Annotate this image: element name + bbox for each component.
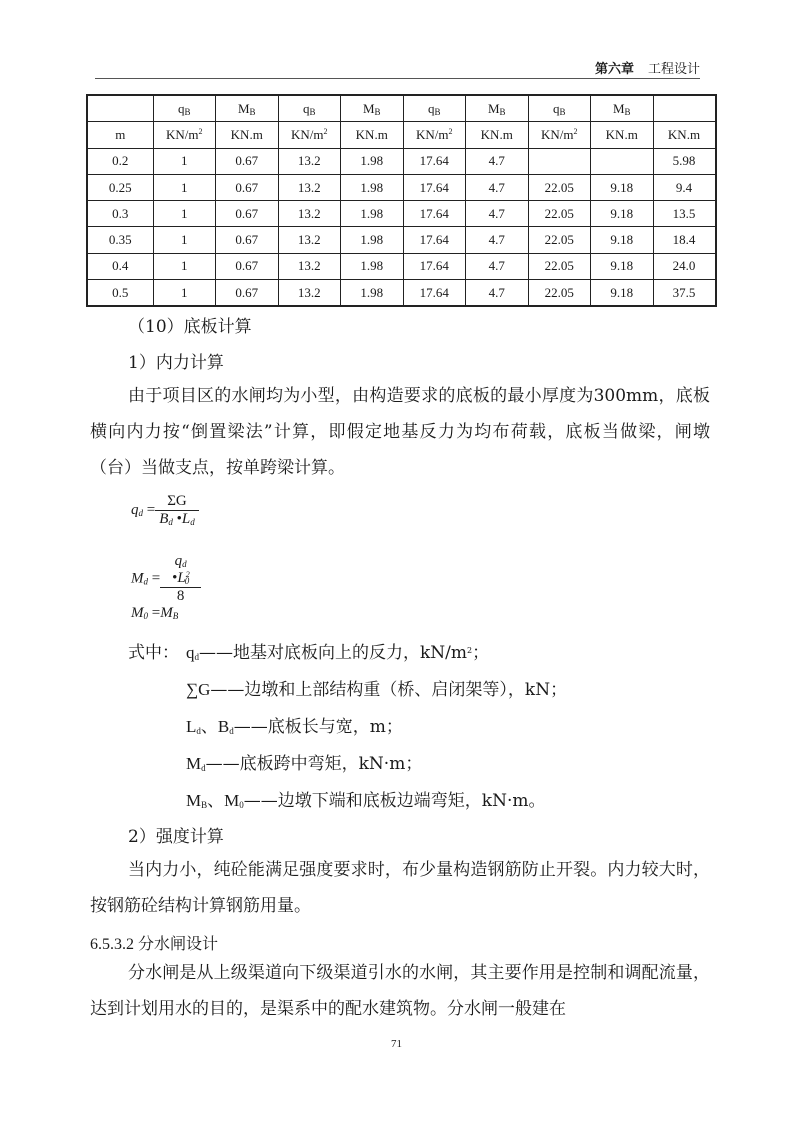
definition-text: ——边墩和上部结构重（桥、启闭架等），kN； xyxy=(210,680,568,700)
table-cell: 0.67 xyxy=(216,148,279,174)
table-cell: 22.05 xyxy=(528,280,591,307)
definition-text: ——地基对底板向上的反力，kN/m xyxy=(199,643,468,663)
unit-cell xyxy=(653,122,716,148)
unit-superscript: 2 xyxy=(198,126,203,136)
header-subscript: B xyxy=(624,106,631,117)
subscript: d xyxy=(190,517,195,527)
formula-subscript: 0 xyxy=(143,611,148,621)
subscript: d xyxy=(168,517,173,527)
definition-item xyxy=(186,675,567,700)
formula-subscript: d xyxy=(143,576,148,587)
unit-cell xyxy=(216,122,279,148)
subscript: 0 xyxy=(184,576,190,586)
definition-symbol: M xyxy=(186,754,202,773)
header-symbol: M xyxy=(487,100,500,116)
table-cell: 1.98 xyxy=(341,174,404,200)
item-heading-1: 1）内力计算 xyxy=(128,353,224,373)
table-cell: 17.64 xyxy=(403,174,466,200)
header-cell xyxy=(278,95,341,122)
definition-superscript: 2 xyxy=(467,646,473,655)
table-row xyxy=(87,227,716,253)
definition-item xyxy=(186,786,545,811)
table-cell: 0.5 xyxy=(87,280,153,307)
table-cell: 13.2 xyxy=(278,174,341,200)
unit-cell xyxy=(403,122,466,148)
table-cell: 9.18 xyxy=(591,174,654,200)
table-row xyxy=(87,253,716,279)
table-cell: 22.05 xyxy=(528,253,591,279)
header-symbol: M xyxy=(362,100,375,116)
header-subscript: B xyxy=(184,106,191,117)
section-heading xyxy=(90,931,218,954)
numerator: ΣG xyxy=(167,493,187,509)
header-cell xyxy=(528,95,591,122)
chapter-label: 第六章 xyxy=(594,62,634,77)
header-subscript: B xyxy=(559,106,566,117)
table-cell: 0.67 xyxy=(216,253,279,279)
paragraph-2: 当内力小，纯砼能满足强度要求时，布少量构造钢筋防止开裂。内力较大时，按钢筋砼结构计算钢筋用量。 xyxy=(90,860,710,916)
table-cell: 1 xyxy=(153,201,216,227)
table-cell: 9.18 xyxy=(591,253,654,279)
page-number: 71 xyxy=(391,1038,402,1050)
header-cell xyxy=(466,95,529,122)
table-row xyxy=(87,201,716,227)
formula-qd: $q_d$ = $\frac{\Sigma G}{B_d •L_d}$ xyxy=(131,493,199,528)
table-cell: 4.7 xyxy=(466,280,529,307)
table-cell: 17.64 xyxy=(403,148,466,174)
table-cell: 17.64 xyxy=(403,201,466,227)
table-cell: 9.4 xyxy=(653,174,716,200)
table-cell: 22.05 xyxy=(528,201,591,227)
unit-cell xyxy=(87,122,153,148)
denominator-b: L xyxy=(181,511,191,527)
unit-cell xyxy=(278,122,341,148)
formula-subscript: B xyxy=(172,611,179,621)
table-cell: 1 xyxy=(153,227,216,253)
unit-text: KN.m xyxy=(355,126,388,142)
numerator-b: L xyxy=(177,570,186,586)
section-label: 工程设计 xyxy=(647,62,700,77)
header-cell xyxy=(87,95,153,122)
table-cell xyxy=(591,148,654,174)
formula-symbol: M xyxy=(131,605,144,621)
table-cell: 13.2 xyxy=(278,227,341,253)
definition-item xyxy=(186,712,403,737)
table-cell: 5.98 xyxy=(653,148,716,174)
table-cell: 9.18 xyxy=(591,201,654,227)
header-subscript: B xyxy=(374,106,381,117)
definition-symbol: ∑G xyxy=(186,680,211,699)
header-cell xyxy=(341,95,404,122)
header-symbol: q xyxy=(427,100,435,116)
definition-subscript: B xyxy=(201,800,208,810)
table-cell: 17.64 xyxy=(403,253,466,279)
table-cell: 1.98 xyxy=(341,280,404,307)
table-cell: 0.67 xyxy=(216,201,279,227)
numerator-a: q xyxy=(174,553,183,569)
header-cell xyxy=(591,95,654,122)
definition-subscript-2: 0 xyxy=(239,800,244,810)
table-row xyxy=(87,280,716,307)
definition-item xyxy=(186,749,422,774)
definition-subscript: d xyxy=(201,763,206,773)
table-cell: 4.7 xyxy=(466,174,529,200)
definition-item xyxy=(186,638,489,663)
unit-superscript: 2 xyxy=(448,126,453,136)
header-cell xyxy=(403,95,466,122)
table-cell: 13.2 xyxy=(278,201,341,227)
definition-subscript: d xyxy=(196,726,201,736)
unit-cell xyxy=(466,122,529,148)
unit-superscript: 2 xyxy=(323,126,328,136)
formula-md: $M_d$ = $\frac{q_d •L^2_0}{8}$ xyxy=(131,553,201,605)
definition-subscript-2: d xyxy=(229,726,234,736)
table-cell: 0.67 xyxy=(216,174,279,200)
table-cell: 22.05 xyxy=(528,227,591,253)
table-header-row xyxy=(87,95,716,122)
definition-subscript: d xyxy=(194,652,199,662)
table-cell: 18.4 xyxy=(653,227,716,253)
table-cell: 13.5 xyxy=(653,201,716,227)
unit-superscript: 2 xyxy=(573,126,578,136)
table-unit-row xyxy=(87,122,716,148)
table-cell: 37.5 xyxy=(653,280,716,307)
header-subscript: B xyxy=(499,106,506,117)
unit-text: KN/m xyxy=(166,126,199,142)
definition-text: ——底板长与宽，m； xyxy=(233,717,403,737)
header-cell xyxy=(216,95,279,122)
subsection-heading: （10）底板计算 xyxy=(128,317,252,337)
header-subscript: B xyxy=(309,106,316,117)
unit-text: KN.m xyxy=(667,126,701,142)
header-cell xyxy=(653,95,716,122)
table-cell: 4.7 xyxy=(466,201,529,227)
paragraph-1: 由于项目区的水闸均为小型，由构造要求的底板的最小厚度为300mm，底板横向内力按“倒置梁法”计算，即假定地基反力为均布荷载，底板当做梁，闸墩（台）当做支点，按单跨梁计算。 xyxy=(90,386,710,478)
unit-cell xyxy=(341,122,404,148)
unit-text: KN/m xyxy=(541,126,574,142)
header-symbol: q xyxy=(302,100,310,116)
table-row xyxy=(87,174,716,200)
table-cell: 1 xyxy=(153,253,216,279)
table-cell: 0.2 xyxy=(87,148,153,174)
table-cell: 1.98 xyxy=(341,201,404,227)
table-cell: 17.64 xyxy=(403,280,466,307)
page-header xyxy=(95,58,700,79)
section-number: 6.5.3.2 xyxy=(90,936,138,953)
definition-symbol-2: 、M xyxy=(207,791,240,810)
unit-text: KN/m xyxy=(291,126,324,142)
section-title: 分水闸设计 xyxy=(138,934,219,953)
formula-symbol: M xyxy=(131,570,144,587)
table-cell: 1 xyxy=(153,174,216,200)
table-cell: 0.25 xyxy=(87,174,153,200)
definition-symbol: M xyxy=(186,791,202,810)
definition-symbol: q xyxy=(186,643,195,662)
formula-symbol: q xyxy=(131,501,139,518)
denominator: 8 xyxy=(176,588,185,604)
table-cell: 1.98 xyxy=(341,227,404,253)
table-cell: 22.05 xyxy=(528,174,591,200)
table-cell: 17.64 xyxy=(403,227,466,253)
table-cell: 0.35 xyxy=(87,227,153,253)
dot-operator: • xyxy=(172,570,178,586)
unit-cell xyxy=(153,122,216,148)
unit-text: KN.m xyxy=(480,126,513,142)
table-cell: 13.2 xyxy=(278,253,341,279)
formula-symbol: M xyxy=(160,605,173,621)
definition-text: ——底板跨中弯矩，kN·m； xyxy=(205,754,423,774)
unit-cell xyxy=(528,122,591,148)
formula-subscript: d xyxy=(138,507,143,518)
dot-operator: • xyxy=(172,511,182,527)
header-symbol: q xyxy=(552,100,560,116)
header-symbol: q xyxy=(177,100,185,116)
table-cell: 1.98 xyxy=(341,148,404,174)
table-cell: 13.2 xyxy=(278,148,341,174)
unit-text: KN.m xyxy=(605,126,638,142)
unit-cell xyxy=(591,122,654,148)
definition-symbol-2: 、B xyxy=(200,717,230,736)
paragraph-3: 分水闸是从上级渠道向下级渠道引水的水闸，其主要作用是控制和调配流量，达到计划用水的目的，是渠系中的配水建筑物。分水闸一般建在 xyxy=(90,963,710,1019)
table-cell: 0.3 xyxy=(87,201,153,227)
header-subscript: B xyxy=(249,106,256,117)
table-cell: 4.7 xyxy=(466,148,529,174)
unit-text: KN.m xyxy=(230,126,263,142)
table-cell: 1.98 xyxy=(341,253,404,279)
table-cell: 1 xyxy=(153,280,216,307)
table-cell xyxy=(528,148,591,174)
moment-table xyxy=(86,94,717,307)
header-cell xyxy=(153,95,216,122)
table-cell: 9.18 xyxy=(591,227,654,253)
table-cell: 0.67 xyxy=(216,280,279,307)
table-cell: 13.2 xyxy=(278,280,341,307)
item-heading-2: 2）强度计算 xyxy=(128,827,224,847)
where-prefix: 式中： xyxy=(128,643,179,663)
definition-symbol: L xyxy=(186,717,197,736)
fraction xyxy=(160,553,201,605)
header-symbol: M xyxy=(237,100,250,116)
definition-tail: ； xyxy=(472,643,490,663)
superscript: 2 xyxy=(185,570,190,579)
table-cell: 9.18 xyxy=(591,280,654,307)
fraction xyxy=(155,493,199,528)
unit-text: KN/m xyxy=(416,126,449,142)
unit-text: m xyxy=(115,126,126,142)
formula-m0: $M_0 =M_B$ xyxy=(131,605,179,621)
table-cell: 24.0 xyxy=(653,253,716,279)
table-cell: 1 xyxy=(153,148,216,174)
denominator-a: B xyxy=(159,511,169,527)
definition-text: ——边墩下端和底板边端弯矩，kN·m。 xyxy=(243,791,546,811)
subscript: d xyxy=(182,559,187,569)
table-cell: 4.7 xyxy=(466,227,529,253)
table-cell: 0.4 xyxy=(87,253,153,279)
header-symbol: M xyxy=(612,100,625,116)
table-cell: 0.67 xyxy=(216,227,279,253)
table-cell: 4.7 xyxy=(466,253,529,279)
header-subscript: B xyxy=(434,106,441,117)
table-row xyxy=(87,148,716,174)
